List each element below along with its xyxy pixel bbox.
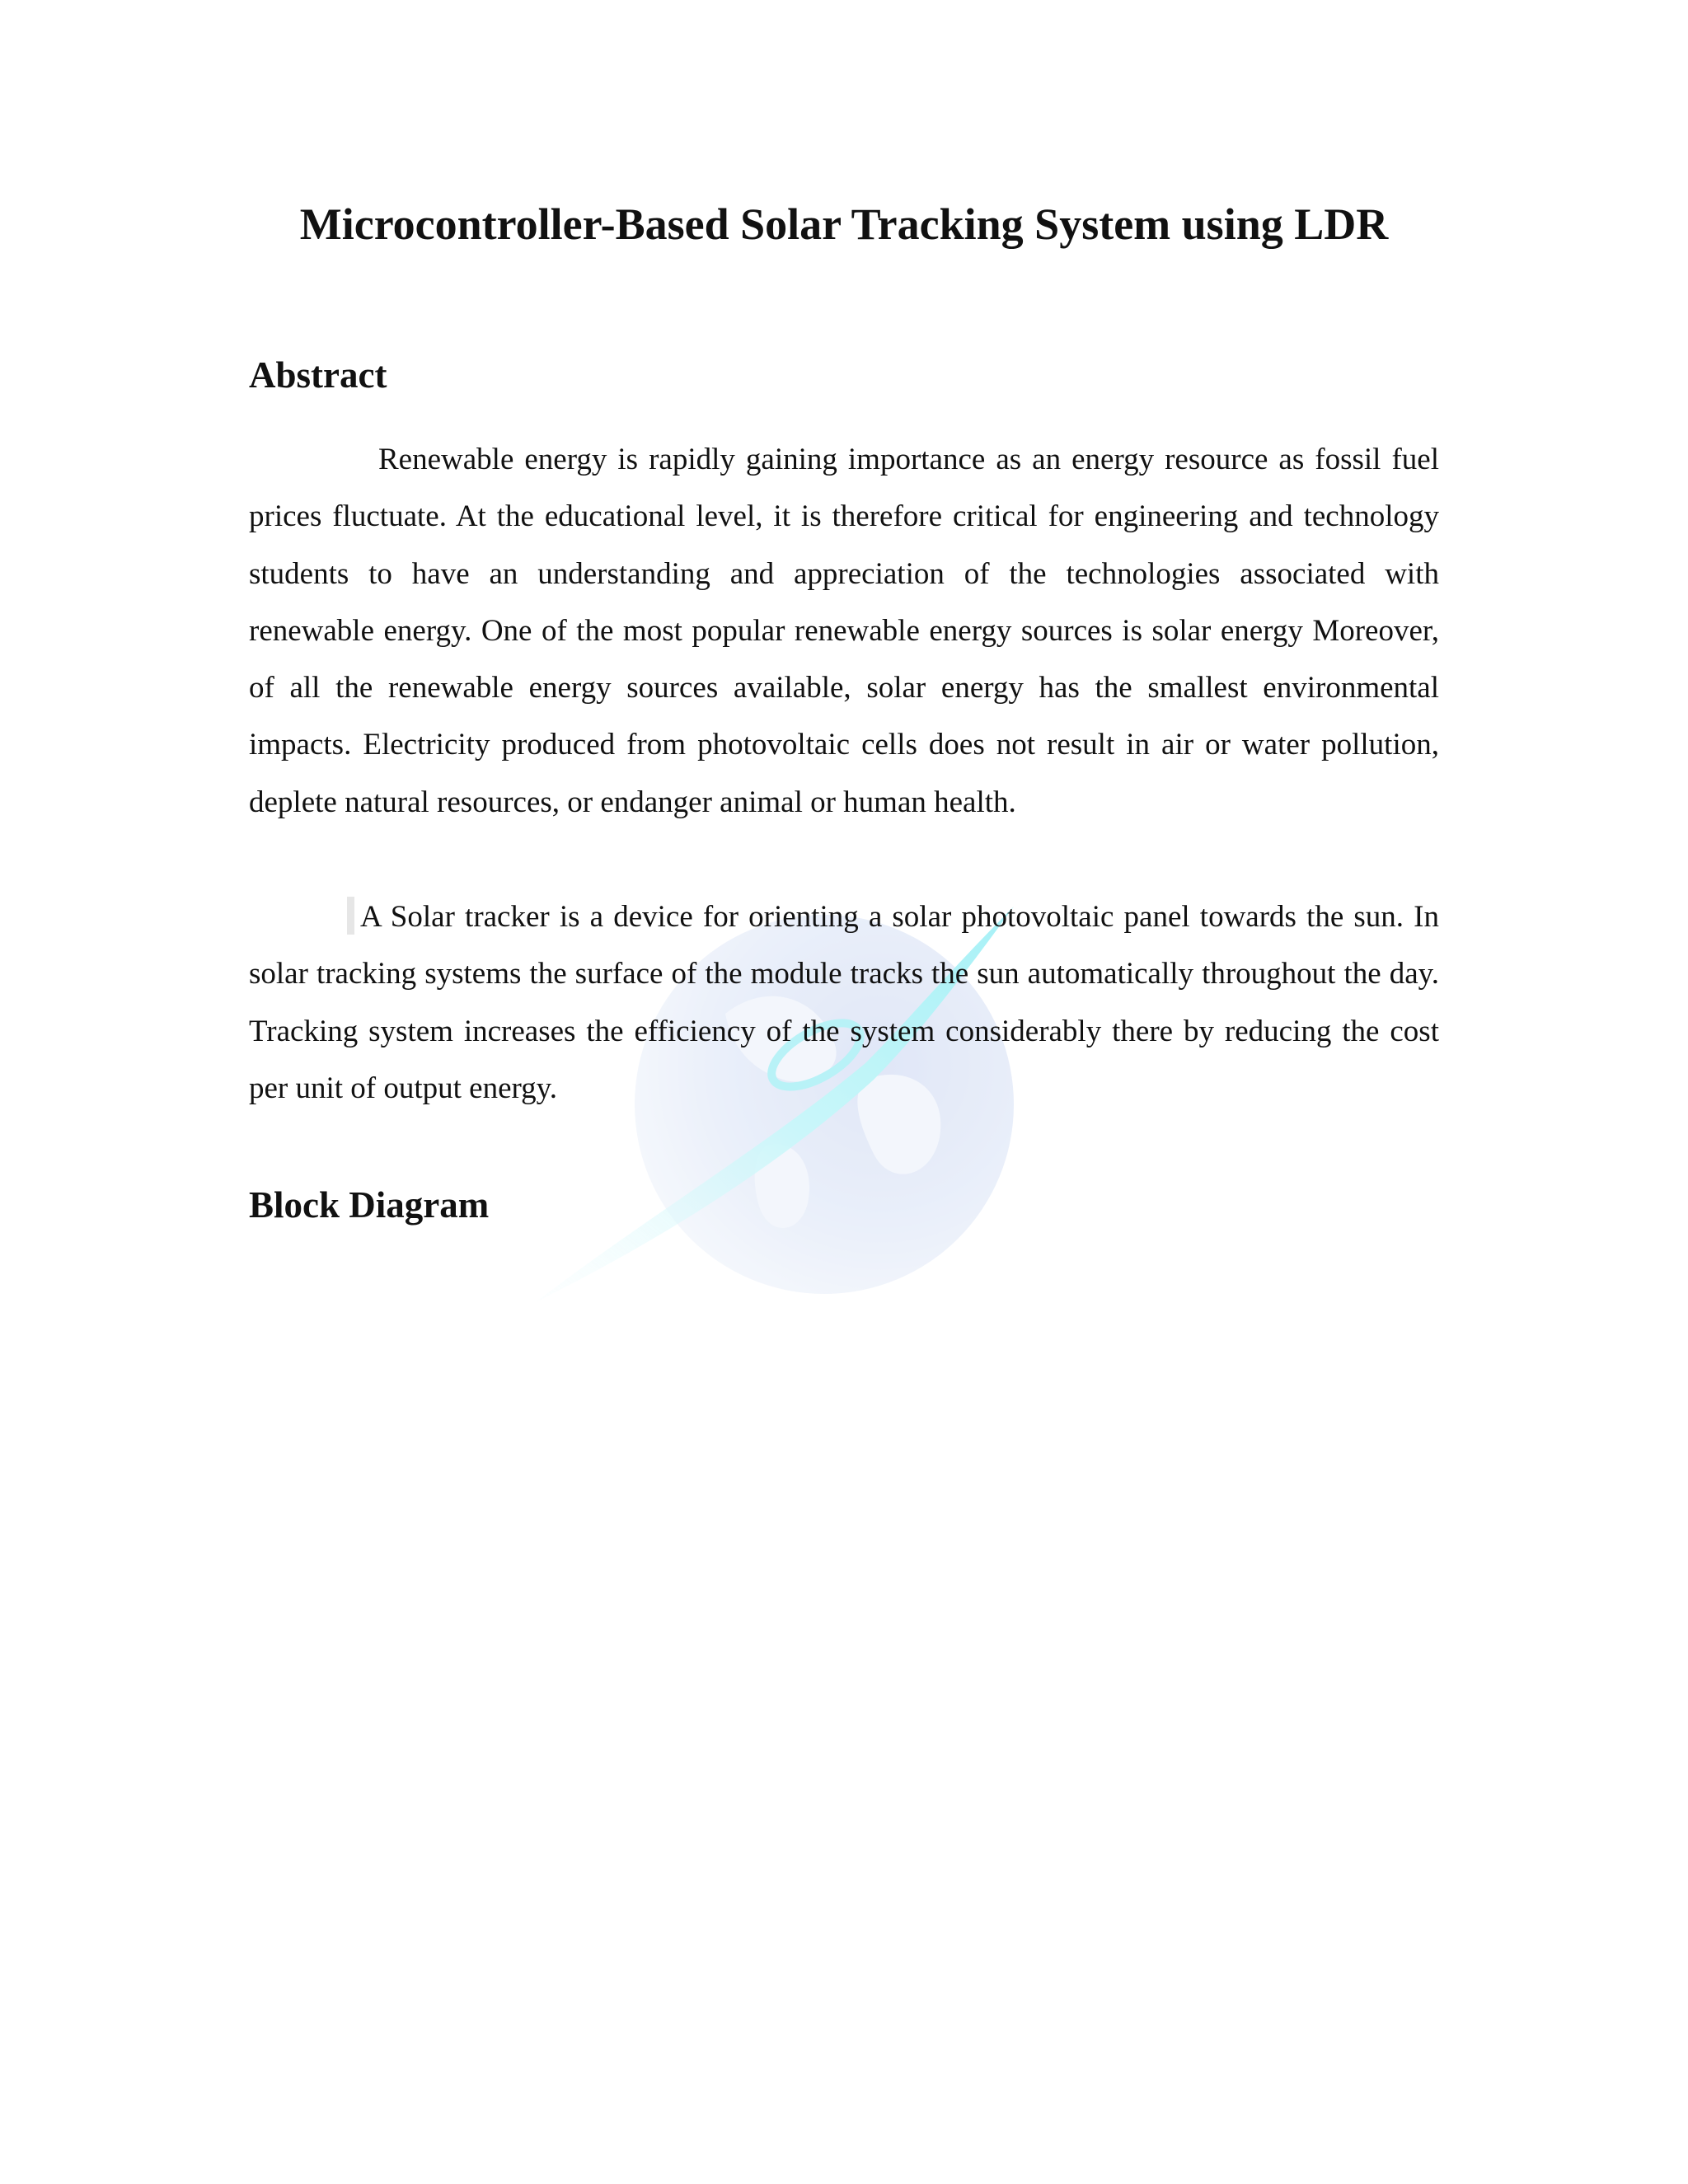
abstract-heading: Abstract [249, 354, 387, 396]
document-title: Microcontroller-Based Solar Tracking System using LDR [299, 199, 1389, 249]
block-diagram-heading: Block Diagram [249, 1184, 490, 1226]
abstract-paragraph-1: Renewable energy is rapidly gaining importance as an energy resource as fossil fuel prices fluctuate. At the educational level, it is therefore critical for engineering and technology students to have an understanding and appreciation of the technologies associated with renewable energy. One of the most popular renewable energy sources is solar energy Moreover, of all the renewable energy sources available, solar energy has the smallest environmental impacts. Electricity produced from photovoltaic cells does not result in air or water pollution, deplete natural resources, or endanger animal or human health. [249, 443, 1439, 819]
abstract-paragraph-2: A Solar tracker is a device for orienting a solar photovoltaic panel towards the sun. In solar tracking systems the surface of the module tracks the sun automatically throughout the day. Tracking system increases the efficiency of the system considerably there by reducing the cost per unit of output energy. [249, 900, 1439, 1105]
